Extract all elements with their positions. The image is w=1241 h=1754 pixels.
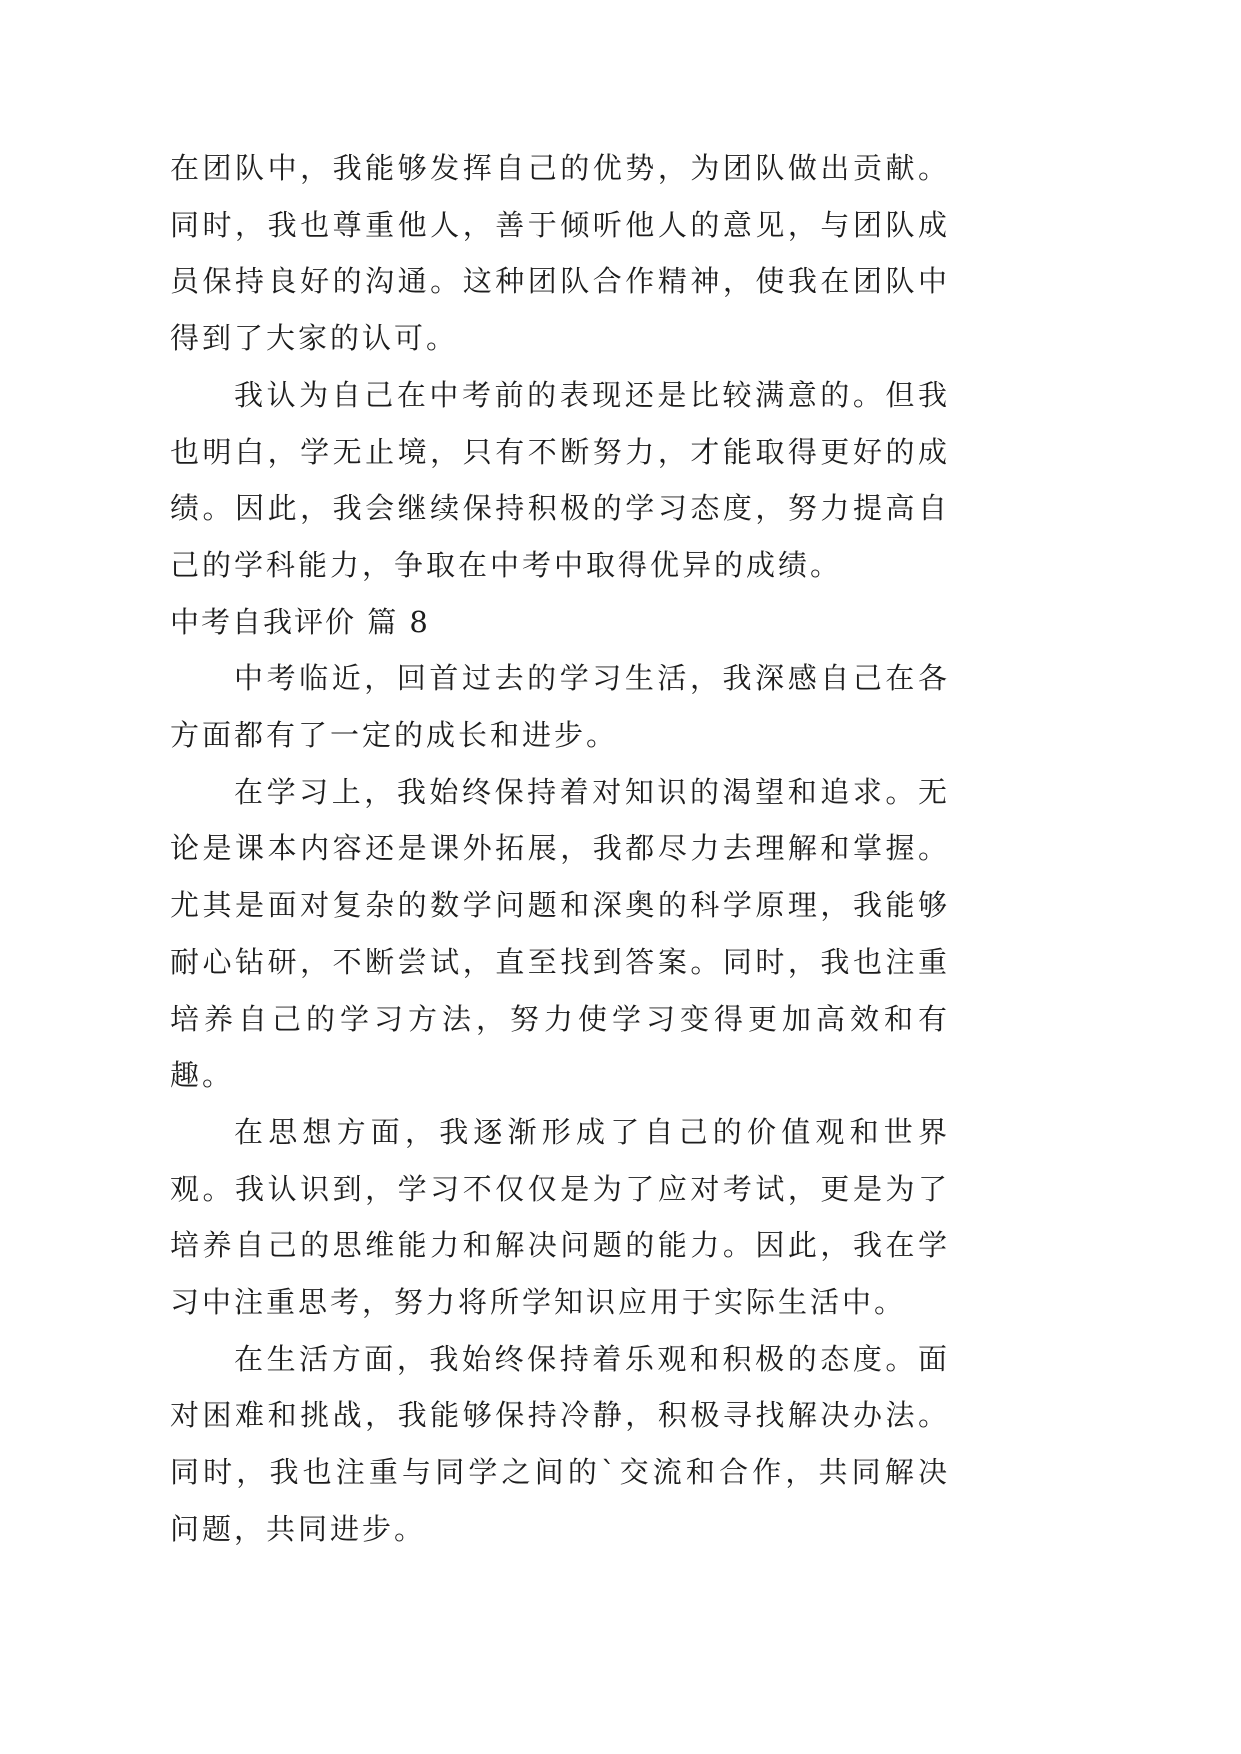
- paragraph-intro: 中考临近，回首过去的学习生活，我深感自己在各方面都有了一定的成长和进步。: [170, 661, 950, 753]
- section-heading: 中考自我评价 篇 8: [170, 604, 430, 639]
- paragraph-self-assessment: 我认为自己在中考前的表现还是比较满意的。但我也明白，学无止境，只有不断努力，才能取得更好的成绩。因此，我会继续保持积极的学习态度，努力提高自己的学科能力，争取在中考中取得优异的成绩。: [170, 377, 950, 582]
- document-body: [170, 140, 950, 1558]
- paragraph-teamwork: 在团队中，我能够发挥自己的优势，为团队做出贡献。同时，我也尊重他人，善于倾听他人的意见，与团队成员保持良好的沟通。这种团队合作精神，使我在团队中得到了大家的认可。: [170, 151, 950, 356]
- paragraph-life: 在生活方面，我始终保持着乐观和积极的态度。面对困难和挑战，我能够保持冷静，积极寻找解决办法。同时，我也注重与同学之间的`交流和合作，共同解决问题，共同进步。: [170, 1341, 950, 1546]
- paragraph-thought: 在思想方面，我逐渐形成了自己的价值观和世界观。我认识到，学习不仅仅是为了应对考试，更是为了培养自己的思维能力和解决问题的能力。因此，我在学习中注重思考，努力将所学知识应用于实际生活中。: [170, 1114, 950, 1320]
- paragraph-study: 在学习上，我始终保持着对知识的渴望和追求。无论是课本内容还是课外拓展，我都尽力去理解和掌握。尤其是面对复杂的数学问题和深奥的科学原理，我能够耐心钻研，不断尝试，直至找到答案。同时，我也注重培养自己的学习方法，努力使学习变得更加高效和有趣。: [170, 774, 950, 1093]
